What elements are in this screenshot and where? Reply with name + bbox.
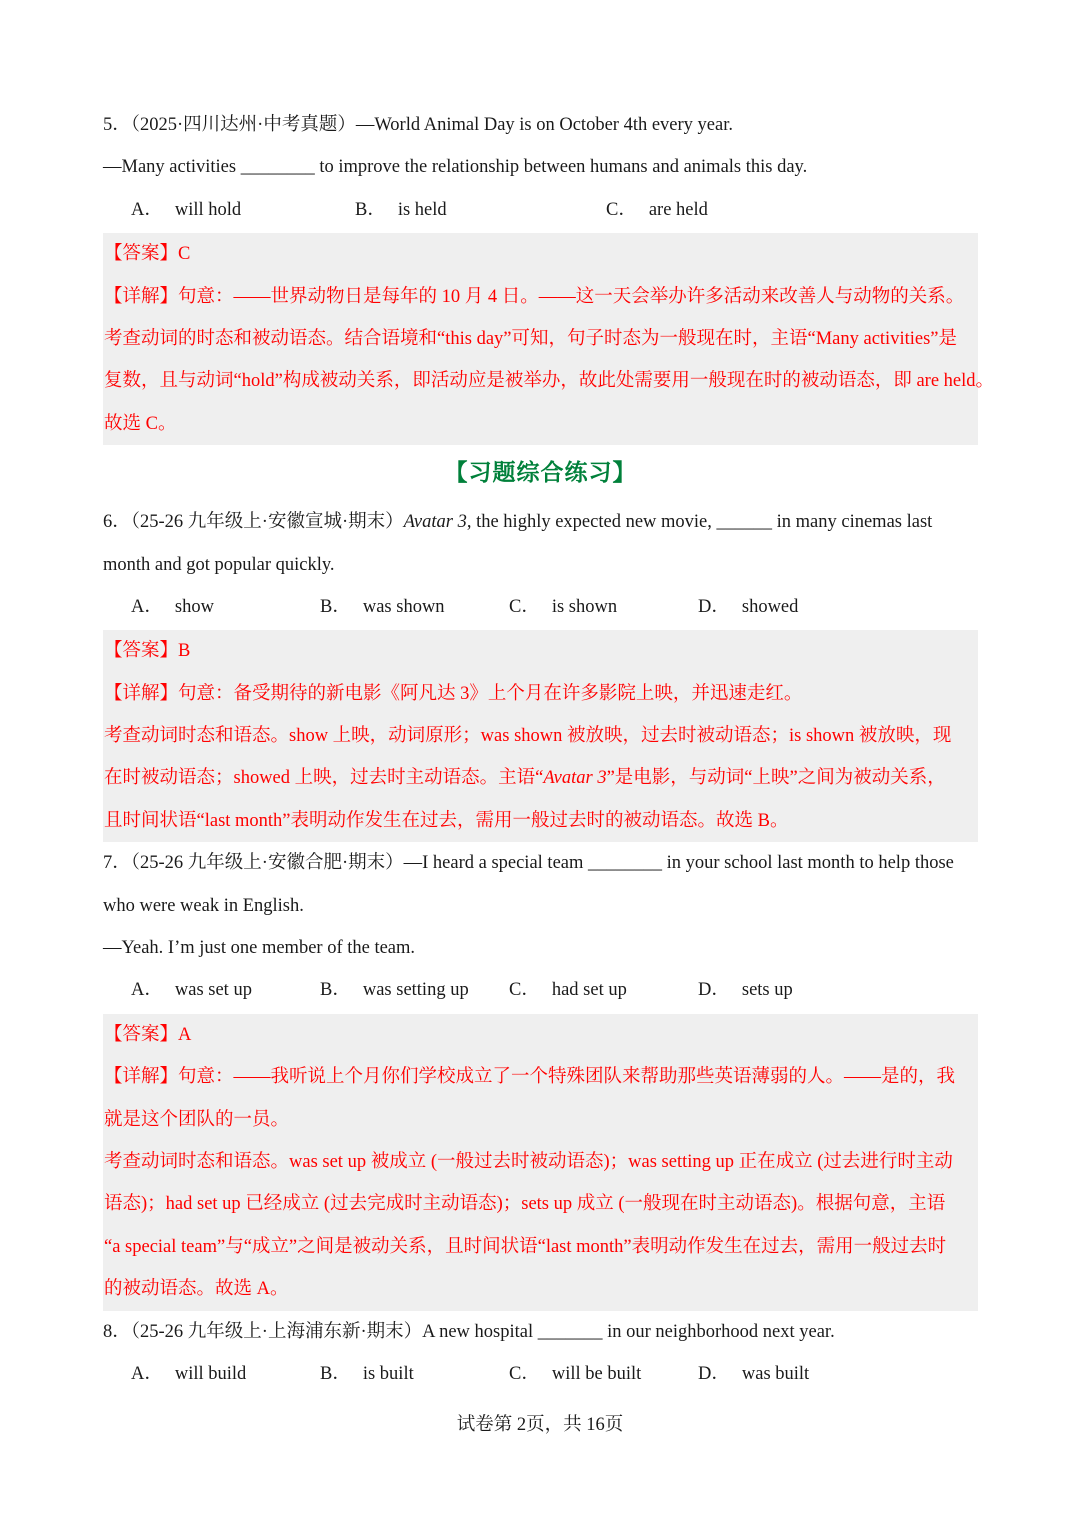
question-5-text: —World Animal Day is on October 4th every year. [355, 115, 733, 135]
option-d[interactable] [698, 586, 887, 628]
option-c[interactable] [509, 586, 698, 628]
detail-7-line2: 就是这个团队的一员。 [104, 1109, 290, 1130]
question-6-options [103, 586, 978, 628]
question-6-number: 6．（25-26 九年级上·安徽宣城·期末） [103, 512, 404, 533]
option-text: are held [648, 199, 708, 220]
option-d[interactable] [698, 969, 887, 1011]
detail-6-text: ”是电影，与动词“上映”之间为被动关系， [606, 768, 946, 789]
option-a[interactable] [131, 586, 320, 628]
question-6-line2: month and got popular quickly. [103, 554, 335, 575]
question-8-number: 8．（25-26 九年级上·上海浦东新·期末） [103, 1321, 423, 1342]
option-letter: B． [320, 980, 351, 1001]
option-text: is held [397, 199, 447, 220]
detail-7-line5: “a special team”与“成立”之间是被动关系，且时间状语“last month”表明动作发生在过去，需用一般过去时 [104, 1236, 947, 1257]
question-5-options [103, 189, 978, 231]
question-8-line1 [103, 1311, 978, 1353]
option-b[interactable] [320, 586, 509, 628]
option-text: had set up [551, 980, 627, 1001]
option-letter: B． [355, 199, 386, 220]
option-text: sets up [741, 980, 793, 1001]
question-7-options [103, 969, 978, 1011]
option-letter: A． [131, 199, 163, 220]
question-8-text: A new hospital _______ in our neighborhood next year. [422, 1321, 835, 1342]
answer-block-6 [103, 630, 978, 842]
question-7-text: —I heard a special team ________ in your school last month to help those [403, 853, 954, 874]
answer-5: 【答案】C [104, 244, 191, 265]
option-a[interactable] [131, 189, 355, 231]
detail-7-line6: 的被动语态。故选 A。 [104, 1279, 289, 1300]
option-text: was built [741, 1363, 810, 1384]
option-text: is shown [551, 596, 618, 617]
question-6-line1 [103, 501, 978, 543]
option-b[interactable] [320, 969, 509, 1011]
detail-7-line1: 【详解】句意：——我听说上个月你们学校成立了一个特殊团队来帮助那些英语薄弱的人。——是的，我 [104, 1067, 956, 1088]
section-title: 【习题综合练习】 [444, 460, 637, 486]
movie-title: Avatar 3 [403, 512, 467, 533]
detail-6-line1: 【详解】句意：备受期待的新电影《阿凡达 3》上个月在许多影院上映，并迅速走红。 [104, 683, 803, 704]
option-a[interactable] [131, 1353, 320, 1395]
option-c[interactable] [606, 189, 830, 231]
option-text: will be built [551, 1363, 642, 1384]
detail-7-line4: 语态)；had set up 已经成立 (过去完成时主动语态)；sets up 成立 (一般现在时主动语态)。根据句意，主语 [104, 1194, 946, 1215]
detail-5-line1: 【详解】句意：——世界动物日是每年的 10 月 4 日。——这一天会举办许多活动来改善人与动物的关系。 [104, 286, 965, 307]
question-6-text: , the highly expected new movie, ______ in many cinemas last [466, 512, 933, 533]
option-letter: D． [698, 1363, 730, 1384]
option-text: will hold [174, 199, 242, 220]
option-letter: C． [606, 199, 637, 220]
option-text: show [174, 596, 214, 617]
answer-6: 【答案】B [104, 641, 191, 662]
option-c[interactable] [509, 1353, 698, 1395]
page-footer: 试卷第 2页，共 16页 [456, 1415, 624, 1435]
answer-block-7 [103, 1014, 978, 1311]
detail-6-text: 在时被动语态；showed 上映，过去时主动语态。主语“ [104, 768, 544, 789]
option-letter: B． [320, 596, 351, 617]
question-8-options [103, 1353, 978, 1395]
option-b[interactable] [320, 1353, 509, 1395]
question-7-line3: —Yeah. I’m just one member of the team. [103, 938, 416, 959]
option-letter: C． [509, 980, 540, 1001]
option-letter: A． [131, 596, 163, 617]
detail-5-line4: 故选 C。 [104, 413, 177, 434]
option-text: showed [741, 596, 799, 617]
option-d[interactable] [698, 1353, 887, 1395]
detail-7-line3: 考查动词时态和语态。was set up 被成立 (一般过去时被动语态)；was setting up 正在成立 (过去进行时主动 [104, 1151, 953, 1172]
detail-6-line2: 考查动词时态和语态。show 上映，动词原形；was shown 被放映，过去时被动语态；is shown 被放映，现 [104, 726, 952, 747]
option-letter: C． [509, 596, 540, 617]
option-b[interactable] [355, 189, 606, 231]
detail-5-line2: 考查动词的时态和被动语态。结合语境和“this day”可知，句子时态为一般现在时，主语“Many activities”是 [104, 328, 957, 349]
option-text: will build [174, 1363, 247, 1384]
page-content [103, 104, 995, 1395]
detail-6-movie-title: Avatar 3 [543, 768, 607, 789]
question-5-line1 [103, 104, 978, 146]
option-letter: A． [131, 980, 163, 1001]
question-5-number: 5．（2025·四川达州·中考真题） [103, 115, 356, 135]
detail-5-line3: 复数，且与动词“hold”构成被动关系，即活动应是被举办，故此处需要用一般现在时的被动语态，即 are held。 [104, 371, 995, 392]
question-7-line1 [103, 842, 978, 884]
question-7-number: 7．（25-26 九年级上·安徽合肥·期末） [103, 853, 404, 874]
question-7-line2: who were weak in English. [103, 895, 304, 916]
option-letter: C． [509, 1363, 540, 1384]
option-c[interactable] [509, 969, 698, 1011]
option-letter: D． [698, 596, 730, 617]
option-text: was setting up [362, 980, 469, 1001]
question-5-line2: —Many activities ________ to improve the relationship between humans and animals this day. [103, 157, 808, 178]
answer-7: 【答案】A [104, 1024, 192, 1045]
option-letter: B． [320, 1363, 351, 1384]
option-text: is built [362, 1363, 414, 1384]
option-letter: A． [131, 1363, 163, 1384]
answer-block-5 [103, 233, 995, 445]
option-text: was shown [362, 596, 445, 617]
detail-6-line4: 且时间状语“last month”表明动作发生在过去，需用一般过去时的被动语态。故选 B。 [104, 810, 789, 831]
option-a[interactable] [131, 969, 320, 1011]
option-letter: D． [698, 980, 730, 1001]
option-text: was set up [174, 980, 252, 1001]
detail-6-line3 [103, 757, 978, 799]
